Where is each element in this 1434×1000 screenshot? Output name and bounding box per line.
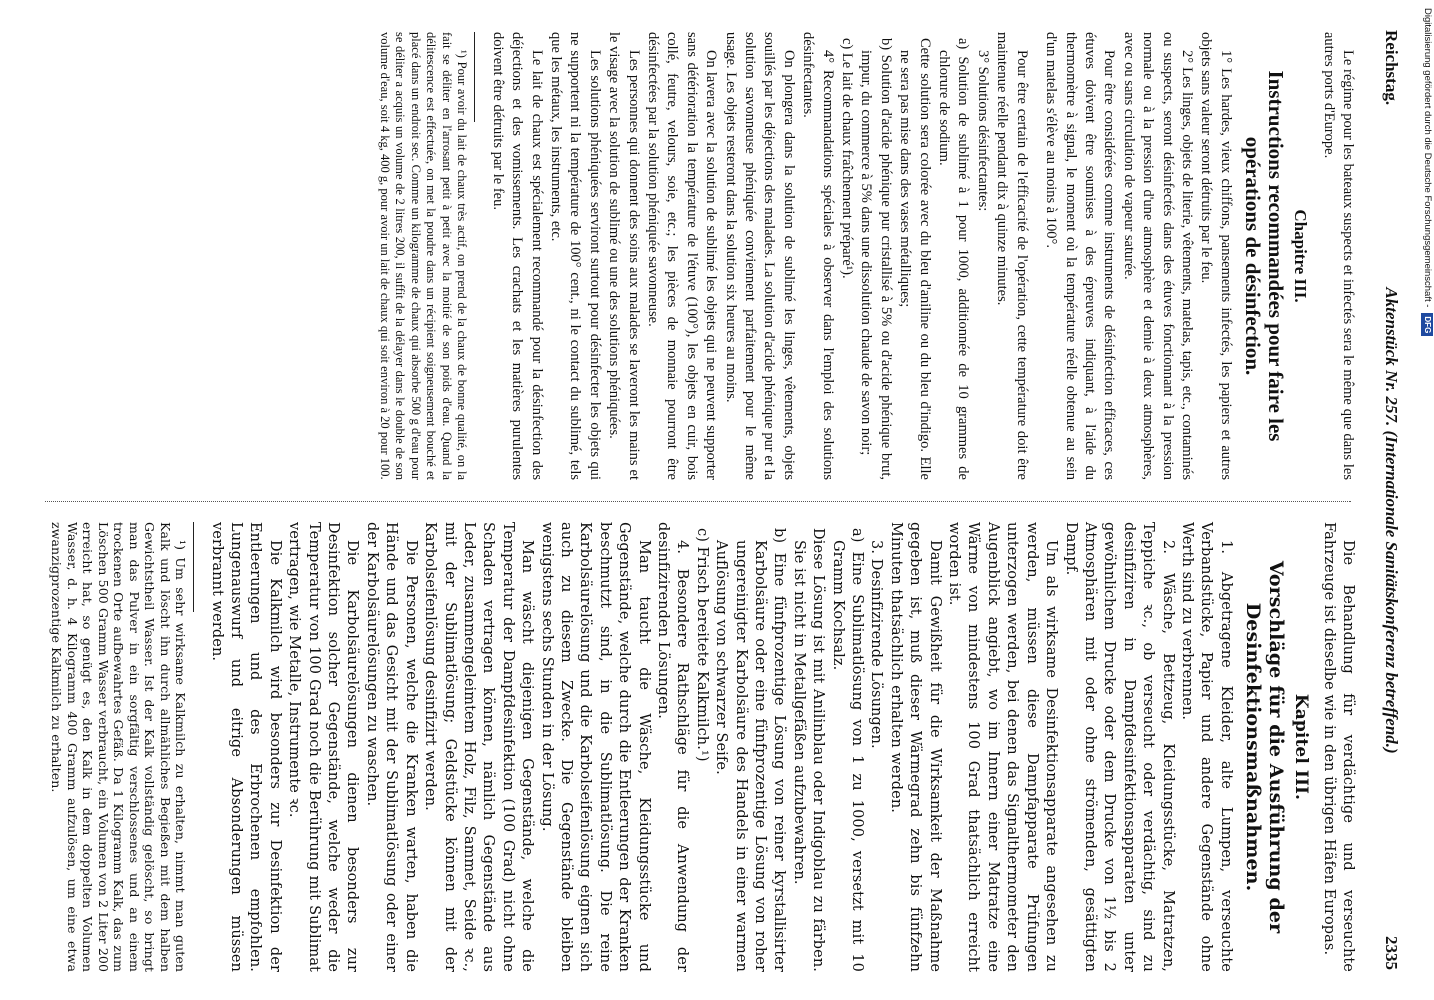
chapter-heading: Kapitel III. [1291,693,1312,801]
list-item: a) Eine Sublimatlösung von 1 zu 1000, versetzt mit 10 Gramm Kochsalz. [829,528,866,972]
intro-paragraph: Die Behandlung für verdächtige und verseuchte Fahrzeuge ist dieselbe wie in den übrigen Häfen Europas. [1320,522,1356,972]
footnote-divider [193,522,194,612]
column-divider [45,501,1351,502]
document-page [15,0,1415,1000]
digitization-credit [1420,8,1434,988]
paragraph: Les solutions phéniquées serviront surtout pour désinfecter les objets qui ne supportent ni la température de 100° cent., ni le contact du sublimé, tels que les métaux, les instruments, etc. [547,32,603,480]
section-title: Vorschläge für die Ausführung der Desinfektionsmaßnahmen. [1241,560,1287,934]
paragraph: 4. Besondere Rathschläge für die Anwendung der desinfizirenden Lösungen. [655,522,691,972]
list-item: c) Frisch bereitete Kalkmilch.¹) [693,528,710,762]
header-left: Reichstag. [1382,30,1401,106]
chapter-heading: Chapitre III. [1291,209,1311,303]
paragraph: 4° Recommandations spéciales à observer dans l'emploi des solutions désinfectantes. [800,32,836,480]
french-column [33,32,1357,480]
footnote: ¹) Pour avoir du lait de chaux très actif, on prend de la chaux de bonne qualité, on la fait se déliter en l'arrosant petit à petit avec la moitié de son poids d'eau. Quand la délitescence est effectuée, on met la poudre dans un récipient soigneusement bouché et placé dans un endroit sec. Comme un kilogramme de chaux qui absorbe 500 g d'eau pour se déliter a acquis un volume de 2 litres 200, il suffit de la délayer dans le double de son volume d'eau, soit 4 kg, 400 g, pour avoir un lait de chaux qui soit environ à 20 pour 100. [377,32,470,480]
paragraph: 1° Les hardes, vieux chiffons, pansements infectés, les papiers et autres objets sans valeur seront détruits par le feu. [1198,32,1234,480]
paragraph: Damit Gewißheit für die Wirksamkeit der Maßnahme gegeben ist, muß dieser Wärmegrad zehn bis fünfzehn Minuten thatsächlich erhalten werden. [887,522,943,972]
footnote: ¹) Um sehr wirksame Kalkmilch zu erhalten, nimmt man guten Kalk und löscht ihn durch allmähliches Begießen mit dem halben Gewichtstheil Wasser. Ist der Kalk vollständig gelöscht, so bringt man das Pulver in ein sorgfältig verschlossenes und an einem trockenen Orte aufbewahrtes Gefäß. Da 1 Kilogramm Kalk, das zum Löschen 500 Gramm Wasser verbraucht, ein Volumen von 2 Liter 200 erreicht hat, so genügt es, den Kalk in dem doppelten Volumen Wasser, d. h. 4 Kilogramm 400 Gramm aufzulösen, um eine etwa zwanzigprozentige Kalkmilch zu erhalten. [49,522,189,972]
credit-text: Digitalisierung gefördert durch die Deutsche Forschungsgemeinschaft - [1422,8,1433,308]
list-item: Cette solution sera colorée avec du bleu d'aniline ou du bleu d'indigo. Elle ne sera pas mise dans des vases métalliques; [897,38,933,480]
paragraph: Le lait de chaux est spécialement recommandé pour la désinfection des déjections et des vomissements. Les crachats et les matières purulentes doivent être détruits par le feu. [489,32,545,480]
list-item: b) Solution d'acide phénique pur cristallisé à 5% ou d'acide phénique brut, impur, du commerce à 5% dans une dissolution chaude de savon noir; [858,38,894,480]
paragraph: Man taucht die Wäsche, Kleidungsstücke und Gegenstände, welche durch die Entleerungen der Kranken beschmutzt sind, in die Sublimatlösung. Die reine Karbolsäurelösung und die Karbolseifenlösung eignen sich auch zu diesem Zwecke. Die Gegenstände bleiben wenigstens sechs Stunden in der Lösung. [538,522,652,972]
intro-paragraph: Le régime pour les bateaux suspects et infectés sera le même que dans les autres ports d'Europe. [1320,32,1356,480]
footnote-divider [474,32,475,122]
paragraph: 3° Solutions désinfectantes: [974,50,991,212]
paragraph: Pour être considérées comme instruments de désinfection efficaces, ces étuves doivent être soumises à des épreuves indiquant, à l'aide du thermomètre à signal, le moment où la température réelle obtenue au sein d'un matelas s'élève au moins à 100°. [1043,32,1118,480]
list-item: Diese Lösung ist mit Anilinblau oder Indigoblau zu färben. Sie ist nicht in Metallgefäßen aufzubewahren. [790,528,827,972]
header-title: Aktenstück Nr. 257. (Internationale Sanitätskonferenz betreffend.) [1382,287,1401,754]
list-item: b) Eine fünfprozentige Lösung von reiner kyrstallisirter Karbolsäure oder eine fünfprozentige Lösung von roher ungereinigter Karbolsäure des Handels in einer warmen Auflösung von schwarzer Seife. [713,528,788,972]
paragraph: Pour être certain de l'efficacité de l'opération, cette température doit être maintenue réelle pendant dix à quinze minutes. [994,32,1030,480]
paragraph: 2° Les linges, objets de literie, vêtements, matelas, tapis, etc., contaminés ou suspects, seront désinfectés dans des étuves fonctionnant à la pression normale ou à la pression d'une atmosphère et demie à deux atmosphères, avec ou sans circulation de vapeur saturée. [1120,32,1195,480]
german-column [33,522,1357,972]
paragraph: Man wäscht diejenigen Gegenstände, welche die Temperatur der Dampfdesinfektion (100 Grad) nicht ohne Schaden vertragen können, nämlich Gegenstände aus Leder, zusammengeleimtem Holz, Filz, Sammet, Seide ꝛc., mit der Sublimatlösung; Geldstücke können mit der Karbolseifenlösung desinfizirt werden. [422,522,536,972]
section-title: Instructions recommandées pour faire les opérations de désinfection. [1240,70,1288,442]
paragraph: Les personnes qui donnent des soins aux malades se laveront les mains et le visage avec la solution de sublimé ou une des solutions phéniquées. [606,32,642,480]
paragraph: 1. Abgetragene Kleider, alte Lumpen, verseuchte Verbandstücke, Papier und andere Gegenstände ohne Werth sind zu verbrennen. [1178,522,1234,972]
paragraph: Die Kalkmilch wird besonders zur Desinfektion der Entleerungen und des Erbrochenen empfohlen. Lungenauswurf und eitrige Absonderungen müssen verbrannt werden. [208,522,283,972]
dfg-logo: DFG [1421,313,1433,336]
paragraph: Die Personen, welche die Kranken warten, haben die Hände und das Gesicht mit der Sublimatlösung oder einer der Karbolsäurelösungen zu waschen. [363,522,419,972]
list-item: c) Le lait de chaux fraîchement préparé¹). [839,38,856,279]
page-number: 2335 [1382,936,1401,970]
paragraph: On plongera dans la solution de sublimé les linges, vêtements, objets souillés par les déjections des malades. La solution d'acide phénique pur et la solution savonneuse phéniquée conviennent parfaitement pour le même usage. Les objets resteront dans la solution six heures au moins. [722,32,797,480]
page-header [1365,30,1401,970]
paragraph: On lavera avec la solution de sublimé les objets qui ne peuvent supporter sans détérioration la température de l'étuve (100°), les objets en cuir, bois collé, feutre, velours, soie, etc.; les pièces de monnaie pourront être désinfectées par la solution phéniquée savonneuse. [645,32,720,480]
paragraph: 3. Desinfizirende Lösungen. [868,540,885,749]
paragraph: Die Karbolsäurelösungen dienen besonders zur Desinfektion solcher Gegenstände, welche weder die Temperatur von 100 Grad noch die Berührung mit Sublimat vertragen, wie Metalle, Instrumente ꝛc. [286,522,361,972]
paragraph: Um als wirksame Desinfektionsapparate angesehen zu werden, müssen diese Dampfapparate Prüfungen unterzogen werden, bei denen das Signalthermometer den Augenblick angiebt, wo im Innern einer Matratze eine Wärme von mindestens 100 Grad thatsächlich erreicht worden ist. [946,522,1060,972]
paragraph: 2. Wäsche, Bettzeug, Kleidungsstücke, Matratzen, Teppiche ꝛc., ob verseucht oder verdächtig, sind zu desinfiziren in Dampfdesinfektionsapparaten unter gewöhnlichem Drucke oder dem Drucke von 1½ bis 2 Atmosphären mit oder ohne strömenden, gesättigten Dampf. [1062,522,1176,972]
list-item: a) Solution de sublimé à 1 pour 1000, additionnée de 10 grammes de chlorure de sodium. [936,38,972,480]
